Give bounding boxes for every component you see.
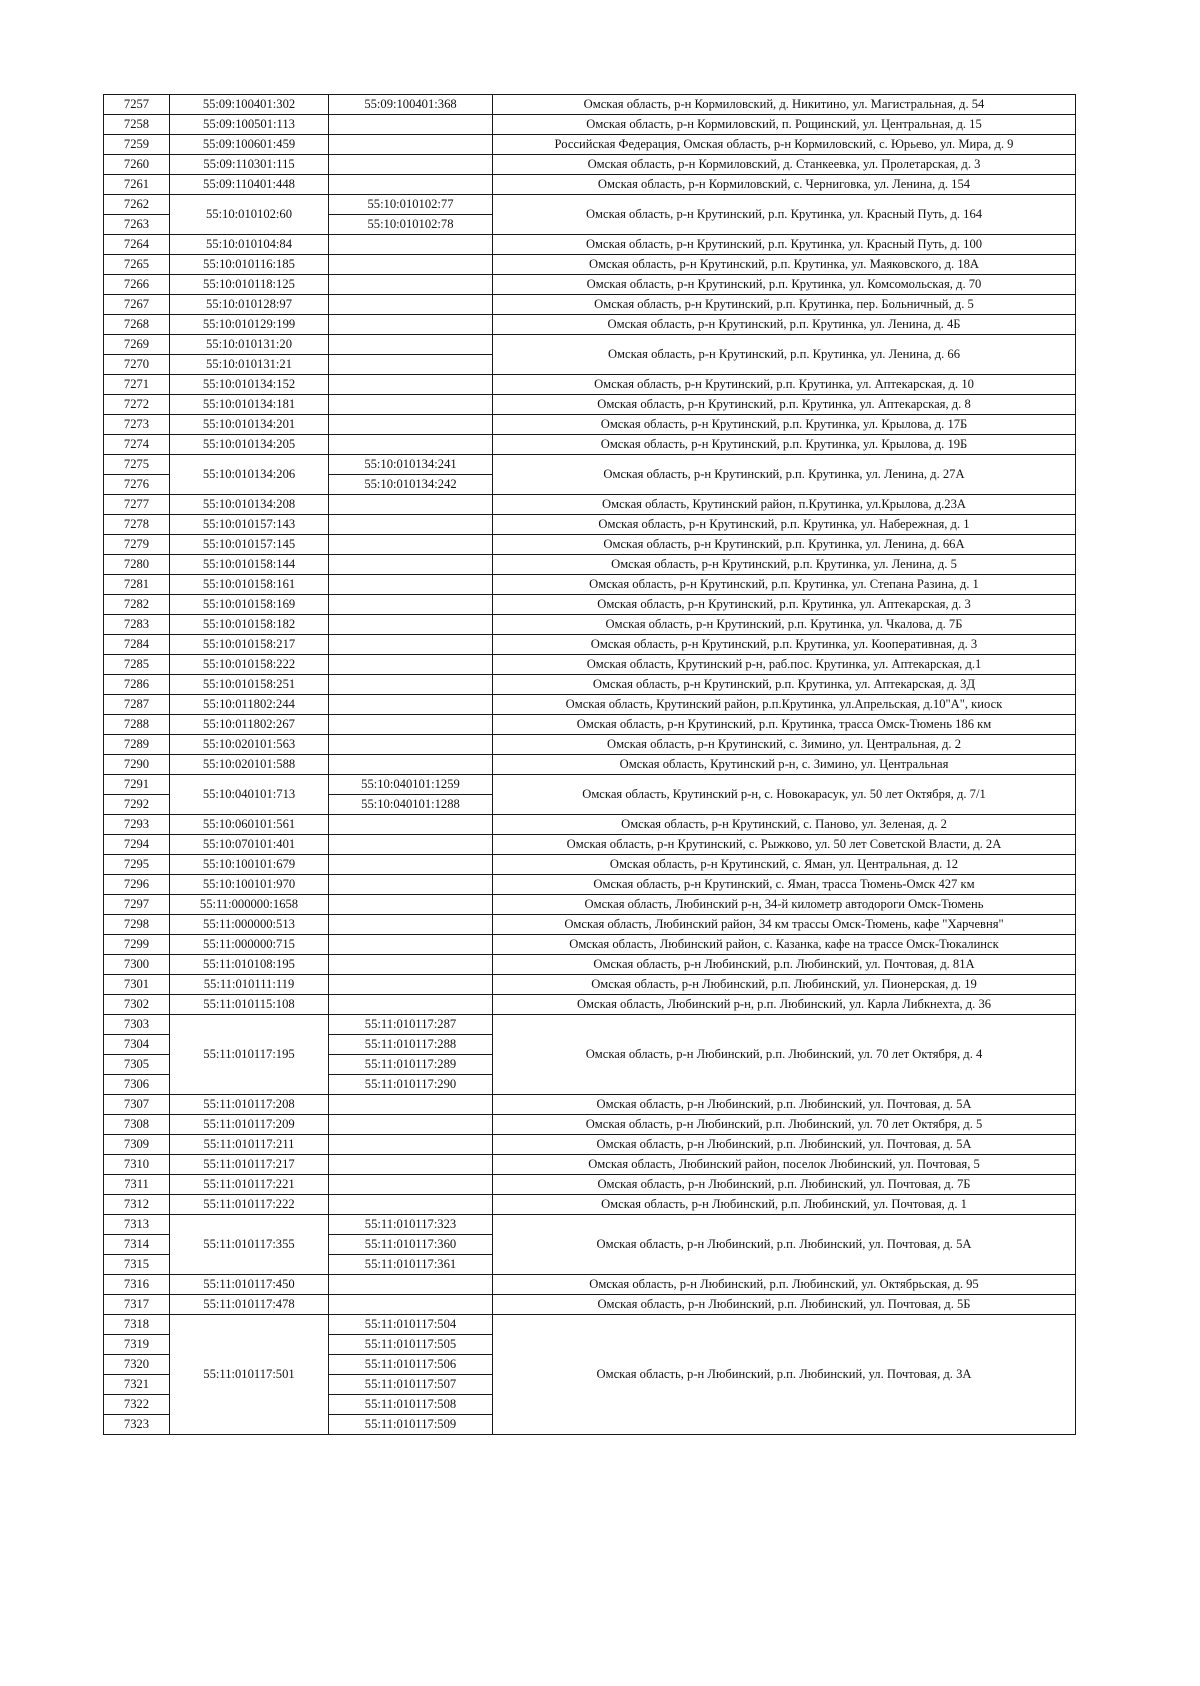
- table-row: [104, 1315, 1076, 1335]
- sub-cadastral-number: 55:11:010117:505: [329, 1335, 493, 1355]
- address: Омская область, Крутинский р-н, с. Зимино, ул. Центральная: [493, 755, 1076, 775]
- row-number: 7313: [104, 1215, 170, 1235]
- row-number: 7316: [104, 1275, 170, 1295]
- table-row: [104, 515, 1076, 535]
- sub-cadastral-number: [329, 595, 493, 615]
- row-number: 7265: [104, 255, 170, 275]
- address: Омская область, р-н Любинский, р.п. Любинский, ул. Пионерская, д. 19: [493, 975, 1076, 995]
- sub-cadastral-number: [329, 675, 493, 695]
- row-number: 7274: [104, 435, 170, 455]
- cadastral-number: 55:11:010117:222: [170, 1195, 329, 1215]
- table-row: [104, 1095, 1076, 1115]
- sub-cadastral-number: [329, 295, 493, 315]
- sub-cadastral-number: [329, 1295, 493, 1315]
- table-row: [104, 815, 1076, 835]
- cadastral-number: 55:10:040101:713: [170, 775, 329, 815]
- table-row: [104, 115, 1076, 135]
- row-number: 7268: [104, 315, 170, 335]
- sub-cadastral-number: 55:11:010117:508: [329, 1395, 493, 1415]
- sub-cadastral-number: 55:10:040101:1288: [329, 795, 493, 815]
- cadastral-number: 55:10:010158:144: [170, 555, 329, 575]
- sub-cadastral-number: 55:11:010117:323: [329, 1215, 493, 1235]
- address: Омская область, Крутинский район, р.п.Крутинка, ул.Апрельская, д.10"А", киоск: [493, 695, 1076, 715]
- sub-cadastral-number: [329, 135, 493, 155]
- row-number: 7318: [104, 1315, 170, 1335]
- cadastral-number: 55:10:100101:679: [170, 855, 329, 875]
- cadastral-number: 55:11:010117:501: [170, 1315, 329, 1435]
- address: Омская область, р-н Кормиловский, п. Рощинский, ул. Центральная, д. 15: [493, 115, 1076, 135]
- address: Омская область, р-н Крутинский, р.п. Крутинка, ул. Ленина, д. 27А: [493, 455, 1076, 495]
- sub-cadastral-number: 55:10:010134:242: [329, 475, 493, 495]
- address: Омская область, р-н Крутинский, р.п. Крутинка, ул. Ленина, д. 4Б: [493, 315, 1076, 335]
- row-number: 7289: [104, 735, 170, 755]
- sub-cadastral-number: [329, 355, 493, 375]
- table-row: [104, 1135, 1076, 1155]
- table-row: [104, 535, 1076, 555]
- sub-cadastral-number: 55:11:010117:361: [329, 1255, 493, 1275]
- cadastral-number: 55:10:011802:244: [170, 695, 329, 715]
- sub-cadastral-number: [329, 655, 493, 675]
- sub-cadastral-number: [329, 755, 493, 775]
- sub-cadastral-number: 55:11:010117:507: [329, 1375, 493, 1395]
- table-row: [104, 715, 1076, 735]
- table-row: [104, 655, 1076, 675]
- cadastral-number: 55:10:020101:588: [170, 755, 329, 775]
- table-row: [104, 775, 1076, 795]
- address: Омская область, Крутинский р-н, раб.пос. Крутинка, ул. Аптекарская, д.1: [493, 655, 1076, 675]
- sub-cadastral-number: [329, 1175, 493, 1195]
- cadastral-number: 55:09:100501:113: [170, 115, 329, 135]
- cadastral-number: 55:10:010158:217: [170, 635, 329, 655]
- sub-cadastral-number: [329, 315, 493, 335]
- table-row: [104, 635, 1076, 655]
- sub-cadastral-number: [329, 255, 493, 275]
- address: Омская область, р-н Крутинский, р.п. Крутинка, ул. Ленина, д. 66А: [493, 535, 1076, 555]
- table-row: [104, 915, 1076, 935]
- table-row: [104, 555, 1076, 575]
- cadastral-number: 55:10:010104:84: [170, 235, 329, 255]
- table-row: [104, 1175, 1076, 1195]
- row-number: 7279: [104, 535, 170, 555]
- sub-cadastral-number: [329, 275, 493, 295]
- address: Омская область, р-н Крутинский, р.п. Крутинка, ул. Кооперативная, д. 3: [493, 635, 1076, 655]
- row-number: 7309: [104, 1135, 170, 1155]
- table-row: [104, 1115, 1076, 1135]
- row-number: 7278: [104, 515, 170, 535]
- row-number: 7304: [104, 1035, 170, 1055]
- table-row: [104, 1015, 1076, 1035]
- sub-cadastral-number: [329, 895, 493, 915]
- address: Омская область, р-н Крутинский, р.п. Крутинка, ул. Крылова, д. 17Б: [493, 415, 1076, 435]
- row-number: 7312: [104, 1195, 170, 1215]
- row-number: 7264: [104, 235, 170, 255]
- sub-cadastral-number: 55:10:010102:78: [329, 215, 493, 235]
- row-number: 7282: [104, 595, 170, 615]
- row-number: 7271: [104, 375, 170, 395]
- address: Омская область, Крутинский р-н, с. Новокарасук, ул. 50 лет Октября, д. 7/1: [493, 775, 1076, 815]
- cadastral-number: 55:09:110301:115: [170, 155, 329, 175]
- address: Омская область, р-н Крутинский, р.п. Крутинка, ул. Красный Путь, д. 164: [493, 195, 1076, 235]
- row-number: 7307: [104, 1095, 170, 1115]
- table-row: [104, 615, 1076, 635]
- address: Омская область, р-н Крутинский, р.п. Крутинка, ул. Комсомольская, д. 70: [493, 275, 1076, 295]
- table-row: [104, 1155, 1076, 1175]
- row-number: 7261: [104, 175, 170, 195]
- address: Омская область, р-н Крутинский, р.п. Крутинка, пер. Больничный, д. 5: [493, 295, 1076, 315]
- table-row: [104, 955, 1076, 975]
- address: Омская область, р-н Крутинский, р.п. Крутинка, ул. Крылова, д. 19Б: [493, 435, 1076, 455]
- row-number: 7286: [104, 675, 170, 695]
- address: Омская область, Любинский район, с. Казанка, кафе на трассе Омск-Тюкалинск: [493, 935, 1076, 955]
- sub-cadastral-number: [329, 155, 493, 175]
- row-number: 7281: [104, 575, 170, 595]
- row-number: 7272: [104, 395, 170, 415]
- address: Омская область, р-н Крутинский, р.п. Крутинка, ул. Степана Разина, д. 1: [493, 575, 1076, 595]
- address: Омская область, р-н Крутинский, р.п. Крутинка, ул. Аптекарская, д. 8: [493, 395, 1076, 415]
- cadastral-number: 55:10:010158:182: [170, 615, 329, 635]
- sub-cadastral-number: 55:11:010117:290: [329, 1075, 493, 1095]
- table-row: [104, 195, 1076, 215]
- cadastral-number: 55:09:100601:459: [170, 135, 329, 155]
- sub-cadastral-number: 55:11:010117:288: [329, 1035, 493, 1055]
- sub-cadastral-number: 55:11:010117:506: [329, 1355, 493, 1375]
- cadastral-number: 55:11:000000:715: [170, 935, 329, 955]
- row-number: 7292: [104, 795, 170, 815]
- sub-cadastral-number: [329, 1115, 493, 1135]
- table-row: [104, 335, 1076, 355]
- address: Омская область, р-н Крутинский, р.п. Крутинка, ул. Ленина, д. 5: [493, 555, 1076, 575]
- address: Омская область, Любинский р-н, 34-й километр автодороги Омск-Тюмень: [493, 895, 1076, 915]
- table-row: [104, 995, 1076, 1015]
- row-number: 7303: [104, 1015, 170, 1035]
- sub-cadastral-number: 55:09:100401:368: [329, 95, 493, 115]
- cadastral-number: 55:09:110401:448: [170, 175, 329, 195]
- row-number: 7299: [104, 935, 170, 955]
- address: Омская область, р-н Любинский, р.п. Любинский, ул. Почтовая, д. 81А: [493, 955, 1076, 975]
- sub-cadastral-number: [329, 115, 493, 135]
- cadastral-number: 55:11:010111:119: [170, 975, 329, 995]
- row-number: 7321: [104, 1375, 170, 1395]
- sub-cadastral-number: [329, 1275, 493, 1295]
- address: Омская область, р-н Любинский, р.п. Любинский, ул. Почтовая, д. 3А: [493, 1315, 1076, 1435]
- cadastral-number: 55:11:010117:208: [170, 1095, 329, 1115]
- cadastral-number: 55:11:010117:211: [170, 1135, 329, 1155]
- address: Омская область, р-н Крутинский, р.п. Крутинка, ул. Чкалова, д. 7Б: [493, 615, 1076, 635]
- table-row: [104, 275, 1076, 295]
- sub-cadastral-number: [329, 395, 493, 415]
- table-row: [104, 1295, 1076, 1315]
- sub-cadastral-number: [329, 975, 493, 995]
- sub-cadastral-number: [329, 1135, 493, 1155]
- address: Омская область, Любинский район, 34 км трассы Омск-Тюмень, кафе "Харчевня": [493, 915, 1076, 935]
- sub-cadastral-number: [329, 1095, 493, 1115]
- cadastral-number: 55:10:011802:267: [170, 715, 329, 735]
- cadastral-number: 55:11:010117:355: [170, 1215, 329, 1275]
- cadastral-number: 55:11:010115:108: [170, 995, 329, 1015]
- address: Омская область, р-н Крутинский, р.п. Крутинка, трасса Омск-Тюмень 186 км: [493, 715, 1076, 735]
- cadastral-number: 55:10:010157:143: [170, 515, 329, 535]
- cadastral-number: 55:09:100401:302: [170, 95, 329, 115]
- sub-cadastral-number: [329, 915, 493, 935]
- sub-cadastral-number: [329, 495, 493, 515]
- table-row: [104, 135, 1076, 155]
- address: Омская область, р-н Кормиловский, д. Станкеевка, ул. Пролетарская, д. 3: [493, 155, 1076, 175]
- row-number: 7302: [104, 995, 170, 1015]
- table-row: [104, 395, 1076, 415]
- sub-cadastral-number: 55:11:010117:509: [329, 1415, 493, 1435]
- cadastral-number: 55:11:010117:209: [170, 1115, 329, 1135]
- table-row: [104, 255, 1076, 275]
- row-number: 7305: [104, 1055, 170, 1075]
- row-number: 7285: [104, 655, 170, 675]
- row-number: 7323: [104, 1415, 170, 1435]
- sub-cadastral-number: [329, 875, 493, 895]
- row-number: 7275: [104, 455, 170, 475]
- sub-cadastral-number: [329, 535, 493, 555]
- cadastral-number: 55:10:060101:561: [170, 815, 329, 835]
- address: Омская область, р-н Любинский, р.п. Любинский, ул. Почтовая, д. 5Б: [493, 1295, 1076, 1315]
- row-number: 7322: [104, 1395, 170, 1415]
- cadastral-number: 55:10:010102:60: [170, 195, 329, 235]
- cadastral-number: 55:10:010134:205: [170, 435, 329, 455]
- table-row: [104, 495, 1076, 515]
- address: Омская область, р-н Любинский, р.п. Любинский, ул. Почтовая, д. 5А: [493, 1095, 1076, 1115]
- sub-cadastral-number: 55:10:040101:1259: [329, 775, 493, 795]
- table-row: [104, 435, 1076, 455]
- sub-cadastral-number: [329, 1195, 493, 1215]
- sub-cadastral-number: [329, 235, 493, 255]
- table-row: [104, 695, 1076, 715]
- row-number: 7306: [104, 1075, 170, 1095]
- cadastral-number: 55:11:010117:221: [170, 1175, 329, 1195]
- row-number: 7310: [104, 1155, 170, 1175]
- sub-cadastral-number: [329, 935, 493, 955]
- row-number: 7319: [104, 1335, 170, 1355]
- row-number: 7300: [104, 955, 170, 975]
- row-number: 7291: [104, 775, 170, 795]
- sub-cadastral-number: 55:10:010102:77: [329, 195, 493, 215]
- sub-cadastral-number: [329, 335, 493, 355]
- table-row: [104, 875, 1076, 895]
- address: Омская область, р-н Любинский, р.п. Любинский, ул. 70 лет Октября, д. 5: [493, 1115, 1076, 1135]
- table-row: [104, 1275, 1076, 1295]
- cadastral-number: 55:11:010108:195: [170, 955, 329, 975]
- sub-cadastral-number: 55:11:010117:289: [329, 1055, 493, 1075]
- table-row: [104, 835, 1076, 855]
- cadastral-number: 55:10:010118:125: [170, 275, 329, 295]
- address: Омская область, р-н Кормиловский, д. Никитино, ул. Магистральная, д. 54: [493, 95, 1076, 115]
- address: Омская область, р-н Крутинский, с. Зимино, ул. Центральная, д. 2: [493, 735, 1076, 755]
- cadastral-number: 55:10:070101:401: [170, 835, 329, 855]
- cadastral-number: 55:11:010117:450: [170, 1275, 329, 1295]
- row-number: 7314: [104, 1235, 170, 1255]
- row-number: 7317: [104, 1295, 170, 1315]
- cadastral-number: 55:11:010117:217: [170, 1155, 329, 1175]
- row-number: 7269: [104, 335, 170, 355]
- table-row: [104, 295, 1076, 315]
- cadastral-number: 55:10:010131:21: [170, 355, 329, 375]
- table-row: [104, 575, 1076, 595]
- address: Омская область, р-н Крутинский, р.п. Крутинка, ул. Набережная, д. 1: [493, 515, 1076, 535]
- table-row: [104, 895, 1076, 915]
- sub-cadastral-number: [329, 855, 493, 875]
- cadastral-number: 55:10:010129:199: [170, 315, 329, 335]
- address: Омская область, р-н Любинский, р.п. Любинский, ул. Октябрьская, д. 95: [493, 1275, 1076, 1295]
- row-number: 7301: [104, 975, 170, 995]
- sub-cadastral-number: [329, 515, 493, 535]
- cadastral-number: 55:10:020101:563: [170, 735, 329, 755]
- address: Омская область, р-н Кормиловский, с. Черниговка, ул. Ленина, д. 154: [493, 175, 1076, 195]
- row-number: 7266: [104, 275, 170, 295]
- table-row: [104, 95, 1076, 115]
- row-number: 7298: [104, 915, 170, 935]
- row-number: 7270: [104, 355, 170, 375]
- sub-cadastral-number: [329, 435, 493, 455]
- row-number: 7280: [104, 555, 170, 575]
- row-number: 7287: [104, 695, 170, 715]
- cadastral-number: 55:10:010158:169: [170, 595, 329, 615]
- row-number: 7297: [104, 895, 170, 915]
- sub-cadastral-number: [329, 835, 493, 855]
- row-number: 7262: [104, 195, 170, 215]
- row-number: 7288: [104, 715, 170, 735]
- cadastral-number: 55:11:000000:1658: [170, 895, 329, 915]
- row-number: 7283: [104, 615, 170, 635]
- table-row: [104, 855, 1076, 875]
- sub-cadastral-number: [329, 575, 493, 595]
- row-number: 7295: [104, 855, 170, 875]
- address: Омская область, р-н Крутинский, р.п. Крутинка, ул. Красный Путь, д. 100: [493, 235, 1076, 255]
- cadastral-number: 55:10:100101:970: [170, 875, 329, 895]
- cadastral-number: 55:10:010157:145: [170, 535, 329, 555]
- row-number: 7277: [104, 495, 170, 515]
- table-row: [104, 315, 1076, 335]
- table-row: [104, 375, 1076, 395]
- row-number: 7259: [104, 135, 170, 155]
- row-number: 7260: [104, 155, 170, 175]
- cadastral-number: 55:11:010117:195: [170, 1015, 329, 1095]
- cadastral-number: 55:10:010134:201: [170, 415, 329, 435]
- cadastral-number: 55:10:010128:97: [170, 295, 329, 315]
- registry-table: [103, 94, 1076, 1435]
- row-number: 7290: [104, 755, 170, 775]
- address: Омская область, Любинский р-н, р.п. Любинский, ул. Карла Либкнехта, д. 36: [493, 995, 1076, 1015]
- table-row: [104, 595, 1076, 615]
- cadastral-number: 55:10:010158:251: [170, 675, 329, 695]
- sub-cadastral-number: 55:11:010117:360: [329, 1235, 493, 1255]
- address: Омская область, р-н Крутинский, р.п. Крутинка, ул. Аптекарская, д. 3: [493, 595, 1076, 615]
- sub-cadastral-number: [329, 815, 493, 835]
- sub-cadastral-number: [329, 695, 493, 715]
- sub-cadastral-number: [329, 1155, 493, 1175]
- sub-cadastral-number: [329, 955, 493, 975]
- sub-cadastral-number: [329, 735, 493, 755]
- address: Омская область, р-н Крутинский, р.п. Крутинка, ул. Аптекарская, д. 10: [493, 375, 1076, 395]
- cadastral-number: 55:10:010116:185: [170, 255, 329, 275]
- sub-cadastral-number: 55:10:010134:241: [329, 455, 493, 475]
- address: Омская область, р-н Любинский, р.п. Любинский, ул. Почтовая, д. 7Б: [493, 1175, 1076, 1195]
- address: Омская область, р-н Любинский, р.п. Любинский, ул. Почтовая, д. 5А: [493, 1135, 1076, 1155]
- sub-cadastral-number: [329, 555, 493, 575]
- sub-cadastral-number: [329, 615, 493, 635]
- table-row: [104, 455, 1076, 475]
- row-number: 7293: [104, 815, 170, 835]
- address: Омская область, Крутинский район, п.Крутинка, ул.Крылова, д.23А: [493, 495, 1076, 515]
- address: Омская область, Любинский район, поселок Любинский, ул. Почтовая, 5: [493, 1155, 1076, 1175]
- table-row: [104, 1195, 1076, 1215]
- cadastral-number: 55:11:000000:513: [170, 915, 329, 935]
- cadastral-number: 55:10:010134:152: [170, 375, 329, 395]
- registry-table-body: [104, 95, 1076, 1435]
- address: Омская область, р-н Крутинский, р.п. Крутинка, ул. Ленина, д. 66: [493, 335, 1076, 375]
- row-number: 7258: [104, 115, 170, 135]
- address: Омская область, р-н Любинский, р.п. Любинский, ул. Почтовая, д. 1: [493, 1195, 1076, 1215]
- row-number: 7320: [104, 1355, 170, 1375]
- address: Омская область, р-н Крутинский, р.п. Крутинка, ул. Маяковского, д. 18А: [493, 255, 1076, 275]
- cadastral-number: 55:10:010134:206: [170, 455, 329, 495]
- row-number: 7315: [104, 1255, 170, 1275]
- sub-cadastral-number: [329, 715, 493, 735]
- row-number: 7263: [104, 215, 170, 235]
- table-row: [104, 235, 1076, 255]
- table-row: [104, 415, 1076, 435]
- row-number: 7311: [104, 1175, 170, 1195]
- address: Омская область, р-н Крутинский, с. Рыжково, ул. 50 лет Советской Власти, д. 2А: [493, 835, 1076, 855]
- cadastral-number: 55:11:010117:478: [170, 1295, 329, 1315]
- cadastral-number: 55:10:010134:181: [170, 395, 329, 415]
- table-row: [104, 155, 1076, 175]
- row-number: 7257: [104, 95, 170, 115]
- sub-cadastral-number: [329, 635, 493, 655]
- sub-cadastral-number: [329, 415, 493, 435]
- cadastral-number: 55:10:010158:161: [170, 575, 329, 595]
- sub-cadastral-number: [329, 995, 493, 1015]
- sub-cadastral-number: 55:11:010117:287: [329, 1015, 493, 1035]
- table-row: [104, 975, 1076, 995]
- table-row: [104, 1215, 1076, 1235]
- table-row: [104, 755, 1076, 775]
- row-number: 7276: [104, 475, 170, 495]
- sub-cadastral-number: [329, 375, 493, 395]
- table-row: [104, 735, 1076, 755]
- address: Омская область, р-н Крутинский, р.п. Крутинка, ул. Аптекарская, д. 3Д: [493, 675, 1076, 695]
- sub-cadastral-number: 55:11:010117:504: [329, 1315, 493, 1335]
- row-number: 7267: [104, 295, 170, 315]
- row-number: 7296: [104, 875, 170, 895]
- row-number: 7273: [104, 415, 170, 435]
- address: Омская область, р-н Крутинский, с. Яман, трасса Тюмень-Омск 427 км: [493, 875, 1076, 895]
- cadastral-number: 55:10:010131:20: [170, 335, 329, 355]
- address: Омская область, р-н Любинский, р.п. Любинский, ул. 70 лет Октября, д. 4: [493, 1015, 1076, 1095]
- row-number: 7294: [104, 835, 170, 855]
- row-number: 7284: [104, 635, 170, 655]
- sub-cadastral-number: [329, 175, 493, 195]
- row-number: 7308: [104, 1115, 170, 1135]
- address: Российская Федерация, Омская область, р-н Кормиловский, с. Юрьево, ул. Мира, д. 9: [493, 135, 1076, 155]
- cadastral-number: 55:10:010134:208: [170, 495, 329, 515]
- address: Омская область, р-н Крутинский, с. Паново, ул. Зеленая, д. 2: [493, 815, 1076, 835]
- cadastral-number: 55:10:010158:222: [170, 655, 329, 675]
- address: Омская область, р-н Крутинский, с. Яман, ул. Центральная, д. 12: [493, 855, 1076, 875]
- table-row: [104, 675, 1076, 695]
- address: Омская область, р-н Любинский, р.п. Любинский, ул. Почтовая, д. 5А: [493, 1215, 1076, 1275]
- table-row: [104, 175, 1076, 195]
- table-row: [104, 935, 1076, 955]
